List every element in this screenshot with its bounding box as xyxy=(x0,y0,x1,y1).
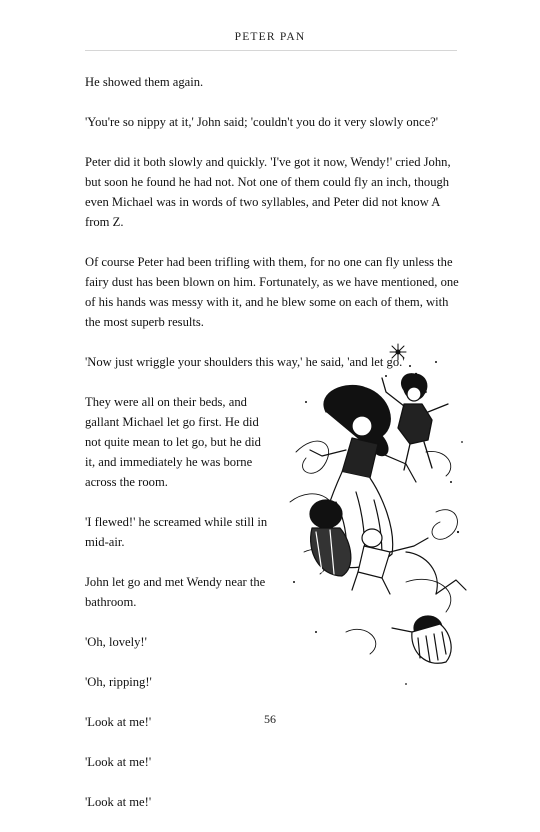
flying-children-illustration xyxy=(286,332,470,698)
paragraph: 'You're so nippy at it,' John said; 'couldn't you do it very slowly once?' xyxy=(85,115,439,129)
header-divider xyxy=(85,50,457,51)
paragraph: 'I flewed!' he screamed while still in mid-air. xyxy=(85,515,268,549)
running-head: PETER PAN xyxy=(234,31,306,43)
striped-pajama-figure xyxy=(392,552,466,663)
paragraph: 'Look at me!' xyxy=(85,715,152,729)
paragraph: 'Now just wriggle your shoulders this way,' he said, 'and let go.' xyxy=(85,355,405,369)
paragraph: 'Oh, lovely!' xyxy=(85,635,147,649)
peter-pan-figure xyxy=(382,374,448,470)
paragraph: 'Oh, ripping!' xyxy=(85,675,152,689)
paragraph: He showed them again. xyxy=(85,75,204,89)
paragraph: 'Look at me!' xyxy=(85,755,152,769)
page-number: 56 xyxy=(264,712,276,726)
paragraph: Of course Peter had been trifling with them, for no one can fly unless the fairy dust has been blown on him. Fortunately, as we have mentioned, one of his hands was messy with it, and he blew some on each of them, with the most superb results. xyxy=(85,255,459,329)
fairy-sparkle-icon xyxy=(390,344,406,360)
paragraph: Peter did it both slowly and quickly. 'I've got it now, Wendy!' cried John, but soon he found he had not. Not one of them could fly an inch, though even Michael was in words of two syllables, and Peter did not know A from Z. xyxy=(85,155,451,229)
paragraph: 'Look at me!' xyxy=(85,795,152,809)
paragraph: They were all on their beds, and gallant Michael let go first. He did not quite mean to let go, but he did it, and immediately he was borne across the room. xyxy=(85,395,261,489)
paragraph: John let go and met Wendy near the bathroom. xyxy=(85,575,266,609)
